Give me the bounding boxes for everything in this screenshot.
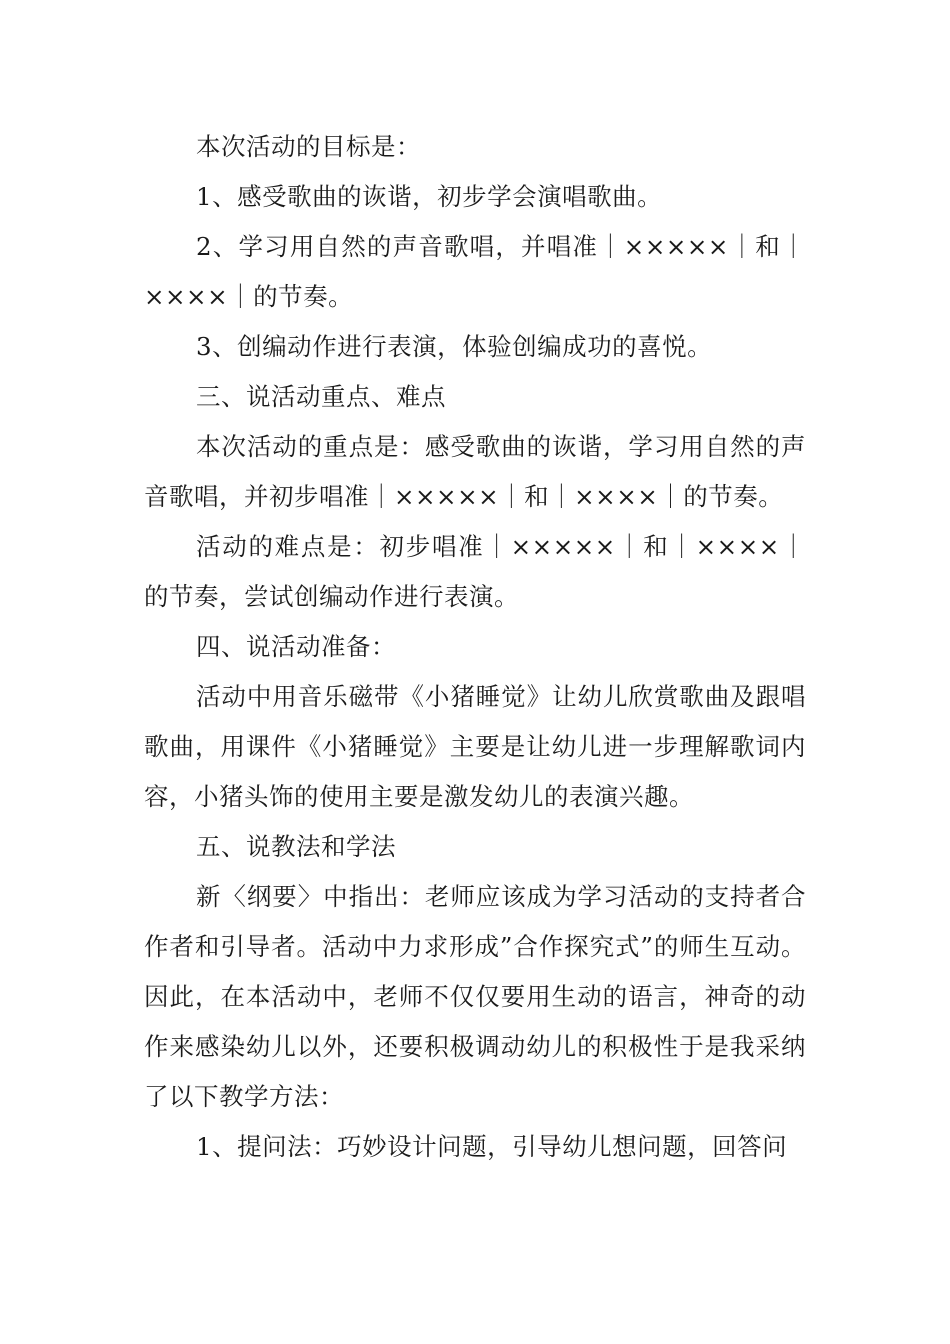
difficulty-paragraph: 活动的难点是：初步唱准｜×××××｜和｜××××｜的节奏，尝试创编动作进行表演。: [144, 532, 806, 611]
method-item-1: 1、提问法：巧妙设计问题，引导幼儿想问题，回答问: [196, 1132, 788, 1161]
section-heading-methods: 五、说教法和学法: [196, 832, 396, 861]
goals-intro: 本次活动的目标是：: [196, 132, 421, 161]
goal-item-1: 1、感受歌曲的诙谐，初步学会演唱歌曲。: [196, 182, 663, 211]
goal-item-2: 2、学习用自然的声音歌唱，并唱准｜×××××｜和｜××××｜的节奏。: [144, 232, 806, 311]
preparation-paragraph: 活动中用音乐磁带《小猪睡觉》让幼儿欣赏歌曲及跟唱歌曲，用课件《小猪睡觉》主要是让幼儿进一步理解歌词内容，小猪头饰的使用主要是激发幼儿的表演兴趣。: [144, 682, 806, 811]
section-heading-key-points: 三、说活动重点、难点: [196, 382, 446, 411]
goal-item-3: 3、创编动作进行表演，体验创编成功的喜悦。: [196, 332, 713, 361]
section-heading-preparation: 四、说活动准备：: [196, 632, 396, 661]
key-point-paragraph: 本次活动的重点是：感受歌曲的诙谐，学习用自然的声音歌唱，并初步唱准｜×××××｜和｜××××｜的节奏。: [144, 432, 806, 511]
document-body: [144, 122, 806, 1172]
methods-paragraph: 新〈纲要〉中指出：老师应该成为学习活动的支持者合作者和引导者。活动中力求形成”合作探究式”的师生互动。因此，在本活动中，老师不仅仅要用生动的语言，神奇的动作来感染幼儿以外，还要积极调动幼儿的积极性于是我采纳了以下教学方法：: [144, 882, 806, 1111]
